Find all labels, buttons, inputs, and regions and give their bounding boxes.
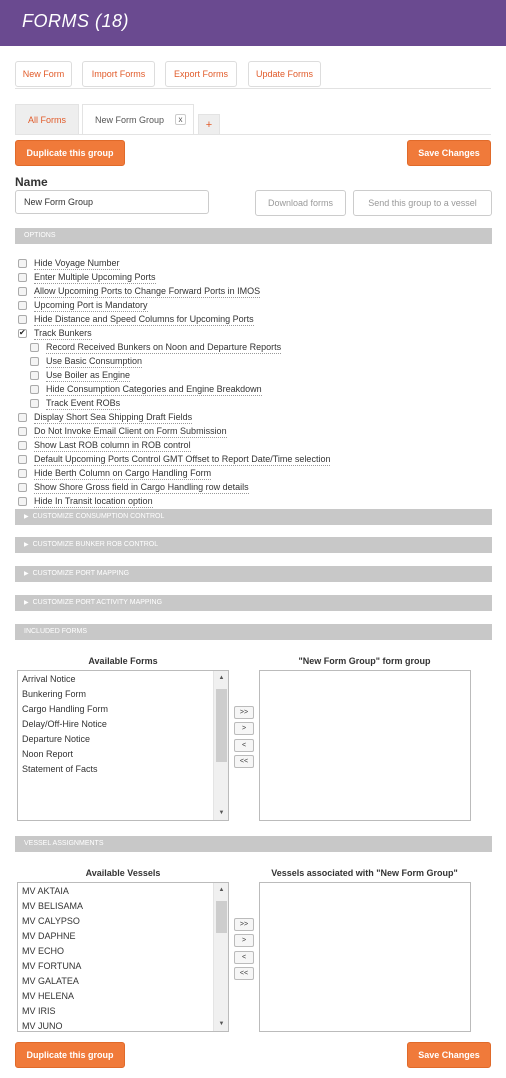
save-changes-button[interactable]: Save Changes [407, 140, 491, 166]
port-mapping-section[interactable] [15, 566, 492, 582]
option-checkbox[interactable] [18, 287, 27, 296]
option-label: Enter Multiple Upcoming Ports [34, 272, 156, 282]
section-label: CUSTOMIZE PORT ACTIVITY MAPPING [32, 599, 163, 606]
close-tab-icon[interactable]: x [175, 114, 186, 125]
remove-form-button[interactable]: < [234, 739, 254, 752]
expand-arrow-icon: ▶ [24, 542, 29, 548]
add-all-forms-button[interactable]: >> [234, 706, 254, 719]
option-label: Use Boiler as Engine [46, 370, 131, 380]
list-item[interactable]: MV IRIS [22, 1006, 56, 1016]
port-activity-mapping-section[interactable] [15, 595, 492, 611]
option-checkbox[interactable] [18, 455, 27, 464]
section-label: CUSTOMIZE CONSUMPTION CONTROL [32, 513, 165, 520]
option-checkbox[interactable] [18, 413, 27, 422]
option-checkbox[interactable] [18, 273, 27, 282]
associated-vessels-list[interactable] [259, 882, 471, 1032]
option-checkbox[interactable] [18, 315, 27, 324]
list-item[interactable]: Arrival Notice [22, 674, 76, 684]
consumption-control-section[interactable] [15, 509, 492, 525]
option-checkbox[interactable] [18, 497, 27, 506]
option-label: Hide Distance and Speed Columns for Upcoming Ports [34, 314, 254, 324]
associated-vessels-title: Vessels associated with "New Form Group" [271, 868, 458, 878]
scrollbar[interactable] [213, 883, 228, 1031]
add-tab-button[interactable]: + [198, 114, 220, 134]
option-label: Track Event ROBs [46, 398, 121, 408]
name-label: Name [15, 175, 48, 189]
option-checkbox[interactable] [30, 343, 39, 352]
expand-arrow-icon: ▶ [24, 600, 29, 606]
option-label: Do Not Invoke Email Client on Form Submission [34, 426, 227, 436]
option-checkbox[interactable] [18, 427, 27, 436]
list-item[interactable]: MV JUNO [22, 1021, 63, 1031]
option-checkbox[interactable] [18, 259, 27, 268]
remove-all-vessels-button[interactable]: << [234, 967, 254, 980]
list-item[interactable]: Statement of Facts [22, 764, 98, 774]
list-item[interactable]: Bunkering Form [22, 689, 87, 699]
option-label: Track Bunkers [34, 328, 92, 338]
list-item[interactable]: MV ECHO [22, 946, 65, 956]
option-label: Upcoming Port is Mandatory [34, 300, 148, 310]
duplicate-group-button-bottom[interactable]: Duplicate this group [15, 1042, 125, 1068]
option-checkbox[interactable] [18, 301, 27, 310]
form-group-title: "New Form Group" form group [298, 656, 431, 666]
option-label: Default Upcoming Ports Control GMT Offset to Report Date/Time selection [34, 454, 331, 464]
scroll-thumb[interactable] [216, 901, 227, 933]
option-label: Hide Voyage Number [34, 258, 120, 268]
list-item[interactable]: Noon Report [22, 749, 74, 759]
list-item[interactable]: Cargo Handling Form [22, 704, 109, 714]
option-label: Hide Consumption Categories and Engine Breakdown [46, 384, 262, 394]
send-to-vessel-button[interactable]: Send this group to a vessel [353, 190, 492, 216]
form-group-list[interactable] [259, 670, 471, 821]
remove-all-forms-button[interactable]: << [234, 755, 254, 768]
list-item[interactable]: Departure Notice [22, 734, 91, 744]
add-vessel-button[interactable]: > [234, 934, 254, 947]
option-checkbox[interactable] [30, 385, 39, 394]
add-form-button[interactable]: > [234, 722, 254, 735]
option-checkbox[interactable] [18, 329, 27, 338]
list-item[interactable]: MV BELISAMA [22, 901, 84, 911]
option-checkbox[interactable] [18, 469, 27, 478]
option-checkbox[interactable] [30, 371, 39, 380]
scroll-thumb[interactable] [216, 689, 227, 762]
tabs-divider [15, 134, 491, 135]
scroll-down-icon[interactable]: ▼ [218, 1021, 225, 1027]
export-forms-button[interactable]: Export Forms [165, 61, 237, 87]
toolbar-divider [15, 88, 491, 89]
option-label: Show Last ROB column in ROB control [34, 440, 191, 450]
expand-arrow-icon: ▶ [24, 571, 29, 577]
import-forms-button[interactable]: Import Forms [82, 61, 155, 87]
option-checkbox[interactable] [30, 357, 39, 366]
available-forms-title: Available Forms [88, 656, 158, 666]
section-label: CUSTOMIZE BUNKER ROB CONTROL [32, 541, 159, 548]
options-header: OPTIONS [15, 228, 492, 244]
available-forms-list[interactable] [17, 670, 229, 821]
vessel-assignments-header: VESSEL ASSIGNMENTS [15, 836, 492, 852]
available-vessels-title: Available Vessels [85, 868, 161, 878]
option-label: Use Basic Consumption [46, 356, 143, 366]
option-label: Show Shore Gross field in Cargo Handling row details [34, 482, 249, 492]
add-all-vessels-button[interactable]: >> [234, 918, 254, 931]
available-vessels-list[interactable] [17, 882, 229, 1032]
option-checkbox[interactable] [18, 483, 27, 492]
save-changes-button-bottom[interactable]: Save Changes [407, 1042, 491, 1068]
list-item[interactable]: MV DAPHNE [22, 931, 76, 941]
included-forms-header: INCLUDED FORMS [15, 624, 492, 640]
list-item[interactable]: MV HELENA [22, 991, 75, 1001]
option-label: Hide Berth Column on Cargo Handling Form [34, 468, 212, 478]
scroll-up-icon[interactable]: ▲ [218, 675, 225, 681]
list-item[interactable]: MV CALYPSO [22, 916, 80, 926]
duplicate-group-button[interactable]: Duplicate this group [15, 140, 125, 166]
option-checkbox[interactable] [18, 441, 27, 450]
expand-arrow-icon: ▶ [24, 514, 29, 520]
download-forms-button[interactable]: Download forms [255, 190, 346, 216]
option-label: Hide In Transit location option [34, 496, 153, 506]
scroll-down-icon[interactable]: ▼ [218, 810, 225, 816]
section-label: CUSTOMIZE PORT MAPPING [32, 570, 130, 577]
list-item[interactable]: MV AKTAIA [22, 886, 69, 896]
new-form-button[interactable]: New Form [15, 61, 72, 87]
group-name-input[interactable]: New Form Group [15, 190, 209, 214]
list-item[interactable]: MV FORTUNA [22, 961, 82, 971]
bunker-rob-control-section[interactable] [15, 537, 492, 553]
update-forms-button[interactable]: Update Forms [248, 61, 321, 87]
list-item[interactable]: MV GALATEA [22, 976, 79, 986]
list-item[interactable]: Delay/Off-Hire Notice [22, 719, 107, 729]
tab-label: New Form Group [95, 115, 165, 125]
scrollbar[interactable] [213, 671, 228, 820]
remove-vessel-button[interactable]: < [234, 951, 254, 964]
option-label: Display Short Sea Shipping Draft Fields [34, 412, 193, 422]
page-header [0, 0, 506, 46]
option-checkbox[interactable] [30, 399, 39, 408]
scroll-up-icon[interactable]: ▲ [218, 887, 225, 893]
option-label: Record Received Bunkers on Noon and Departure Reports [46, 342, 282, 352]
option-label: Allow Upcoming Ports to Change Forward Ports in IMOS [34, 286, 261, 296]
page-title: FORMS (18) [22, 11, 130, 31]
tab-new-form-group[interactable] [82, 104, 194, 134]
tab-all-forms[interactable]: All Forms [15, 104, 79, 134]
